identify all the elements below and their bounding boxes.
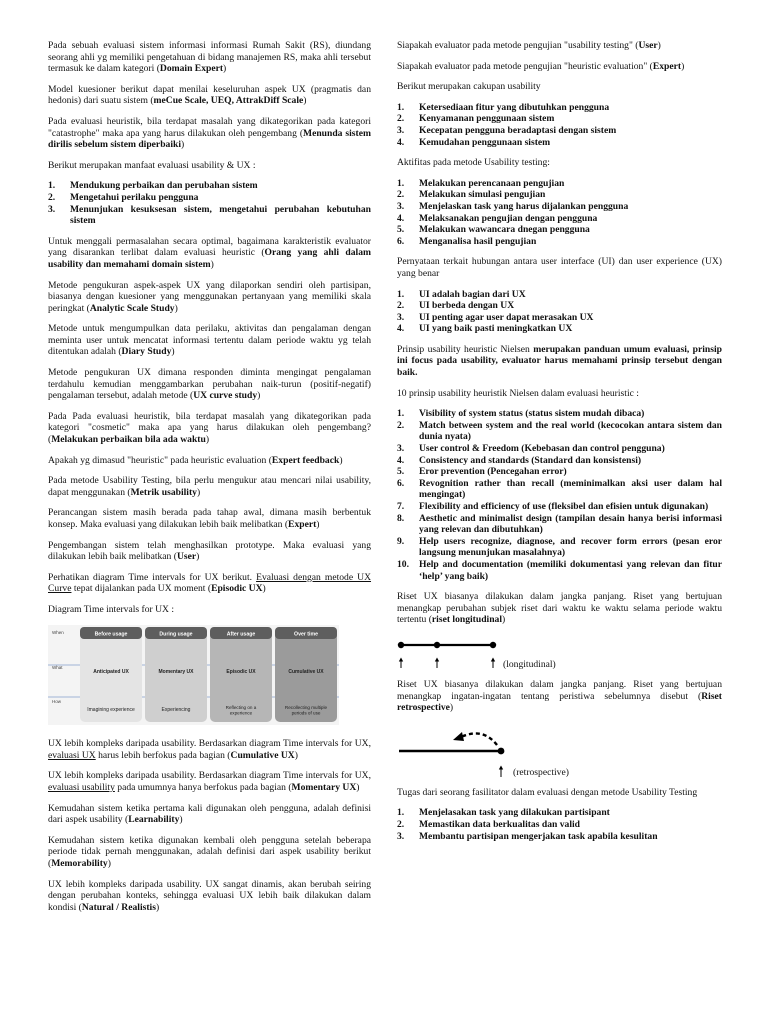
- list-item: 1. Melakukan perencanaan pengujian: [397, 177, 565, 189]
- paragraph: Pengembangan sistem telah menghasilkan prototype. Maka evaluasi yang dilakukan lebih baik melibatkan (User): [48, 539, 371, 563]
- paragraph: Apakah yg dimasud "heuristic" pada heuristic evaluation (Expert feedback): [48, 454, 343, 466]
- paragraph: Untuk menggali permasalahan secara optimal, bagaimana karakteristik evaluator yang disarankan terlibat dalam evaluasi heuristic (Orang yang ahli dalam usability dan memahami domain sistem): [48, 235, 372, 270]
- list-item: 10. Help and documentation (memiliki dokumentasi yang relevan dan fitur ‘help’ yang baik): [397, 558, 722, 582]
- row-label-how: How: [52, 698, 62, 704]
- arrow-up-icon: [491, 657, 495, 668]
- arrow-up-icon: [399, 657, 403, 668]
- paragraph: Kemudahan sistem ketika pertama kali digunakan oleh pengguna, adalah definisi dari aspek usability (Learnability): [48, 802, 371, 826]
- phase-how: Recollecting multiple periods of use: [284, 704, 328, 716]
- list-item: 3. Kecepatan pengguna beradaptasi dengan sistem: [397, 124, 617, 136]
- list-item: 5. Eror prevention (Pencegahan error): [397, 466, 567, 478]
- paragraph: Aktifitas pada metode Usability testing:: [397, 157, 550, 169]
- list-item: 8. Aesthetic and minimalist design (tampilan desain hanya berisi informasi yang relevan dan dibutuhkan): [397, 512, 722, 536]
- list-item: 1. UI adalah bagian dari UX: [397, 288, 526, 300]
- list-item: 6. Revognition rather than recall (meminimalkan aksi user dalam hal mengingat): [397, 477, 722, 501]
- phase-what: Anticipated UX: [93, 668, 129, 675]
- paragraph: Pada metode Usability Testing, bila perlu mengukur atau mencari nilai usability, dapat menggunakan (Metrik usability): [48, 475, 371, 498]
- paragraph: Pernyataan terkait hubungan antara user interface (UI) dan user experience (UX) yang benar: [397, 256, 722, 279]
- paragraph: Perhatikan diagram Time intervals for UX berikut. Evaluasi dengan metode UX Curve tepat dijalankan pada UX moment (Episodic UX): [48, 571, 372, 595]
- list-item: 3. User control & Freedom (Kebebasan dan control pengguna): [397, 443, 665, 455]
- paragraph: Prinsip usability heuristic Nielsen merupakan panduan umum evaluasi, prinsip ini focus pada usability, evaluator harus memahami prinsip tersebut dengan baik.: [397, 343, 722, 379]
- figure-caption: (longitudinal): [503, 659, 556, 671]
- usability-testing-activities-list: [397, 178, 722, 248]
- paragraph: Berikut merupakan manfaat evaluasi usability & UX :: [48, 159, 256, 171]
- list-item: 5. Melakukan wawancara dnegan pengguna: [397, 224, 590, 236]
- nielsen-heuristics-list: [397, 408, 722, 582]
- phase-column: [80, 627, 142, 722]
- list-item: 9. Help users recognize, diagnose, and recover form errors (pesan eror langsung menunjukan masalahnya): [397, 535, 722, 559]
- list-item: 6. Menganalisa hasil pengujian: [397, 235, 537, 247]
- list-item: 3. Menjelaskan task yang harus dijalankan pengguna: [397, 200, 629, 212]
- paragraph: Tugas dari seorang fasilitator dalam evaluasi dengan metode Usability Testing: [397, 786, 698, 798]
- list-item: 4. Consistency and standards (Standard dan konsistensi): [397, 454, 642, 466]
- paragraph: Perancangan sistem masih berada pada tahap awal, dimana masih berbentuk konsep. Maka evaluasi yang dilakukan lebih baik melibatkan (Expert): [48, 507, 371, 530]
- paragraph: Riset UX biasanya dilakukan dalam jangka panjang. Riset yang bertujuan menangkap perubahan subjek riset dari waktu ke waktu selama periode waktu tertentu (riset longitudinal): [397, 591, 722, 626]
- paragraph: Pada sebuah evaluasi sistem informasi informasi Rumah Sakit (RS), diundang seorang ahli yg memiliki pengetahuan di bidang manajemen RS, maka ahli tersebut termasuk ke dalam kategori (Domain Expert): [48, 40, 371, 75]
- list-item: 2. Melakukan simulasi pengujian: [397, 189, 546, 201]
- list-item: 1. Mendukung perbaikan dan perubahan sistem: [48, 180, 258, 192]
- paragraph: Model kuesioner berikut dapat menilai keseluruhan aspek UX (pragmatis dan hedonis) dari suatu sistem (meCue Scale, UEQ, AttrakDiff Scale): [48, 83, 371, 107]
- paragraph: Pada Pada evaluasi heuristik, bila terdapat masalah yang dikategorikan pada kategori "cosmetic" maka apa yang harus dilakukan oleh pengembang? (Melakukan perbaikan bila ada waktu): [48, 410, 371, 446]
- paragraph: Siapakah evaluator pada metode pengujian "heuristic evaluation" (Expert): [397, 60, 685, 72]
- list-item: 2. Mengetahui perilaku pengguna: [48, 191, 199, 203]
- list-item: 3. UI penting agar user dapat merasakan UX: [397, 311, 594, 323]
- phase-column: [275, 627, 337, 722]
- paragraph: Metode pengukuran aspek-aspek UX yang dilaporkan sendiri oleh partisipan, biasanya dengan kuesioner yang menggunakan pertanyaan yang memiliki skala peringkat (Analytic Scale Study): [48, 279, 371, 314]
- left-column: [48, 40, 371, 922]
- phase-how: Reflecting on a experience: [225, 704, 257, 716]
- longitudinal-timeline-graphic: [397, 635, 501, 671]
- list-item: 1. Visibility of system status (status sistem mudah dibaca): [397, 408, 645, 420]
- phase-column: [210, 627, 272, 722]
- retrospective-figure: [397, 723, 722, 779]
- list-item: 4. Melaksanakan pengujian dengan pengguna: [397, 212, 598, 224]
- list-item: 2. Kenyamanan penggunaan sistem: [397, 113, 555, 125]
- list-item: 2. Match between system and the real world (kecocokan antara sistem dan dunia nyata): [397, 419, 722, 443]
- paragraph: UX lebih kompleks daripada usability. Berdasarkan diagram Time intervals for UX, evaluasi UX harus lebih berfokus pada bagian (Cumulative UX): [48, 738, 371, 761]
- phase-header-label: After usage: [226, 631, 256, 638]
- phase-what: Momentary UX: [158, 668, 194, 675]
- retrospective-timeline-graphic: [397, 723, 511, 779]
- right-column: [397, 40, 722, 851]
- dashed-curve: [461, 733, 497, 745]
- phase-header-label: Over time: [294, 631, 318, 638]
- list-item: 1. Ketersediaan fitur yang dibutuhkan pengguna: [397, 101, 610, 113]
- paragraph: Kemudahan sistem ketika digunakan kembali oleh pengguna setelah beberapa periode tidak pernah menggunakan, adalah definisi dari aspek usability berikut (Memorability): [48, 834, 371, 869]
- ui-ux-relation-list: [397, 289, 722, 335]
- paragraph: UX lebih kompleks daripada usability. Berdasarkan diagram Time intervals for UX, evaluasi usability pada umumnya hanya berfokus pada bagian (Momentary UX): [48, 770, 371, 793]
- arrow-up-icon: [499, 765, 503, 777]
- row-label-what: What: [52, 664, 63, 670]
- list-item: 4. Kemudahan penggunaan sistem: [397, 136, 551, 148]
- phase-header-label: Before usage: [94, 631, 128, 638]
- benefits-list: [48, 180, 371, 226]
- list-item: 2. Memastikan data berkualitas dan valid: [397, 818, 580, 830]
- list-item: 2. UI berbeda dengan UX: [397, 300, 515, 312]
- diagram-caption: Diagram Time intervals for UX :: [48, 603, 175, 615]
- paragraph: 10 prinsip usability heuristik Nielsen dalam evaluasi heuristic :: [397, 387, 639, 399]
- list-item: 1. Menjelasakan task yang dilakukan partisipant: [397, 807, 610, 819]
- list-item: 7. Flexibility and efficiency of use (fleksibel dan efisien untuk digunakan): [397, 501, 709, 512]
- list-item: 3. Menunjukan kesuksesan sistem, mengetahui perubahan kebutuhan sistem: [48, 203, 371, 227]
- paragraph: Metode pengukuran UX dimana responden diminta mengingat pengalaman terdahulu kemudian menggambarkan perubahan naik-turun (positif-negatif) pengalaman tersebut, adalah metode (UX curve study): [48, 367, 371, 402]
- list-item: 3. Membantu partisipan mengerjakan task apabila kesulitan: [397, 830, 658, 842]
- phase-what: Cumulative UX: [288, 668, 324, 675]
- row-label-when: When: [52, 629, 64, 635]
- usability-scope-list: [397, 102, 722, 148]
- phase-how: Experiencing: [161, 706, 191, 713]
- phase-header-label: During usage: [159, 631, 193, 638]
- longitudinal-figure: [397, 635, 722, 671]
- phase-how: Imagining experience: [87, 706, 135, 713]
- paragraph: Metode untuk mengumpulkan data perilaku, aktivitas dan pengalaman dengan meminta user untuk mencatat informasi tertentu dalam periode waktu yg telah ditentukan adalah (Diary Study): [48, 323, 371, 358]
- facilitator-tasks-list: [397, 807, 722, 842]
- paragraph: UX lebih kompleks daripada usability. UX sangat dinamis, akan berubah seiring dengan perubahan konteks, sehingga evaluasi UX lebih baik dilakukan dalam kondisi (Natural / Realistis): [48, 878, 371, 913]
- paragraph: Siapakah evaluator pada metode pengujian "usability testing" (User): [397, 40, 661, 51]
- paragraph: Riset UX biasanya dilakukan dalam jangka panjang. Riset yang bertujuan menangkap ingatan-ingatan tentang peristiwa sebelumnya disebut (Riset retrospective): [397, 678, 722, 714]
- list-item: 4. UI yang baik pasti meningkatkan UX: [397, 323, 573, 335]
- arrow-up-icon: [435, 657, 439, 668]
- phase-column: [145, 627, 207, 722]
- paragraph: Berikut merupakan cakupan usability: [397, 81, 541, 93]
- phase-what: Episodic UX: [226, 668, 256, 675]
- paragraph: Pada evaluasi heuristik, bila terdapat masalah yang dikategorikan pada kategori "catastrophe" maka apa yang harus dilakukan oleh pengembang (Menunda sistem dirilis sebelum sistem diperbaiki): [48, 115, 371, 151]
- arrow-left-icon: [453, 732, 464, 741]
- time-intervals-diagram: [48, 625, 339, 725]
- figure-caption: (retrospective): [513, 767, 569, 779]
